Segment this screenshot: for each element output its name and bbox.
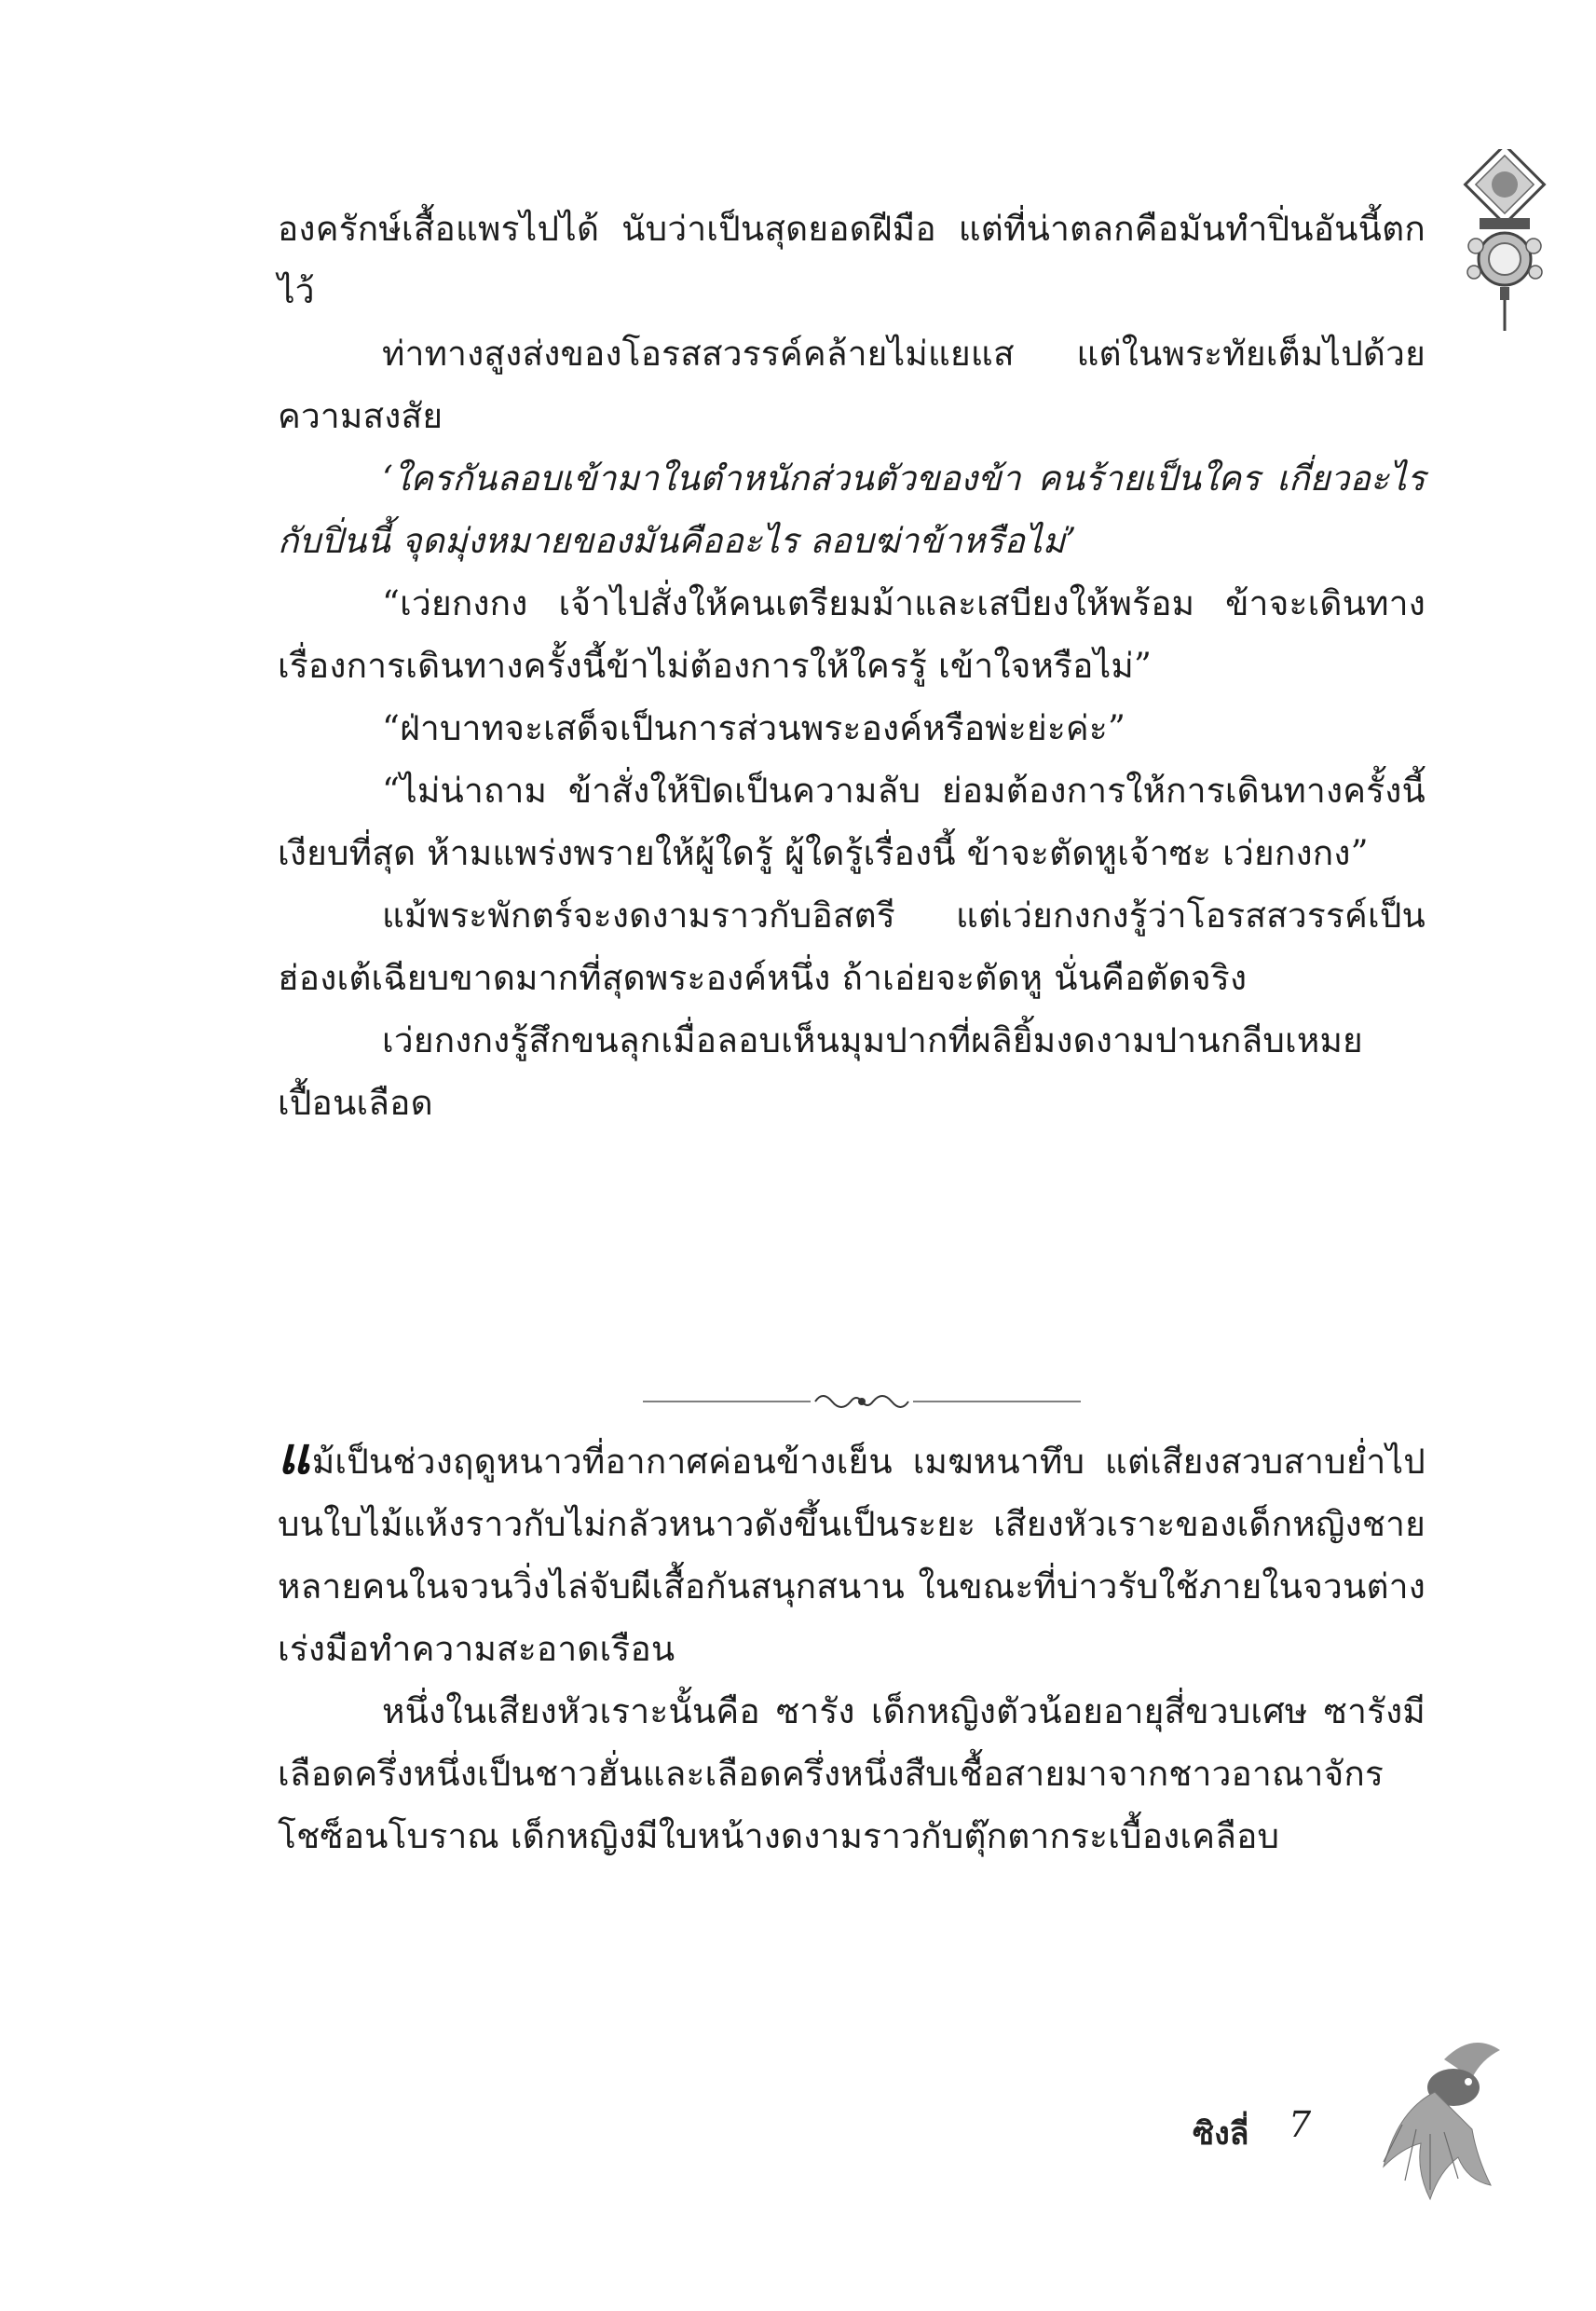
chinese-knot-emblem-icon: [1453, 149, 1556, 335]
inner-thought-paragraph: ‘ใครกันลอบเข้ามาในตำหนักส่วนตัวของข้า คนร้ายเป็นใคร เกี่ยวอะไรกับปิ่นนี้ จุดมุ่งหมายของมันคืออะไร ลอบฆ่าข้าหรือไม่’: [278, 458, 1425, 561]
paragraph: องครักษ์เสื้อแพรไปได้ นับว่าเป็นสุดยอดฝีมือ แต่ที่น่าตลกคือมันทำปิ่นอันนี้ตกไว้: [278, 209, 1425, 311]
paragraph: แม้พระพักตร์จะงดงามราวกับอิสตรี แต่เว่ยกงกงรู้ว่าโอรสสวรรค์เป็นฮ่องเต้เฉียบขาดมากที่สุดพระองค์หนึ่ง ถ้าเอ่ยจะตัดหู นั่นคือตัดจริง: [278, 896, 1425, 998]
ornamental-divider-icon: [643, 1383, 1081, 1420]
betta-fish-icon: [1360, 2022, 1523, 2208]
page-number: 7: [1289, 2104, 1312, 2145]
paragraph-text: ม้เป็นช่วงฤดูหนาวที่อากาศค่อนข้างเย็น เมฆหนาทึบ แต่เสียงสวบสาบย่ำไปบนใบไม้แห้งราวกับไม่กลัวหนาวดังขึ้นเป็นระยะ เสียงหัวเราะของเด็กหญิงชายหลายคนในจวนวิ่งไล่จับผีเสื้อกันสนุกสนาน ในขณะที่บ่าวรับใช้ภายในจวนต่างเร่งมือทำความสะอาดเรือน: [278, 1442, 1425, 1669]
running-title: ซิงลี่: [1193, 2115, 1249, 2153]
paragraph: ท่าทางสูงส่งของโอรสสวรรค์คล้ายไม่แยแส แต่ในพระทัยเต็มไปด้วยความสงสัย: [278, 334, 1425, 436]
paragraph: หนึ่งในเสียงหัวเราะนั้นคือ ซารัง เด็กหญิงตัวน้อยอายุสี่ขวบเศษ ซารังมีเลือดครึ่งหนึ่งเป็นชาวฮั่นและเลือดครึ่งหนึ่งสืบเชื้อสายมาจากชาวอาณาจักรโชซ็อนโบราณ เด็กหญิงมีใบหน้างดงามราวกับตุ๊กตากระเบื้องเคลือบ: [278, 1691, 1425, 1856]
paragraph: เว่ยกงกงรู้สึกขนลุกเมื่อลอบเห็นมุมปากที่ผลิยิ้มงดงามปานกลีบเหมยเปื้อนเลือด: [278, 1020, 1363, 1123]
section-1: [278, 198, 1425, 1134]
section-2: [278, 1427, 1425, 1867]
dialogue-paragraph: “ฝ่าบาทจะเสด็จเป็นการส่วนพระองค์หรือพ่ะย่ะค่ะ”: [382, 708, 1126, 748]
dialogue-paragraph: “เว่ยกงกง เจ้าไปสั่งให้คนเตรียมม้าและเสบียงให้พร้อม ข้าจะเดินทาง เรื่องการเดินทางครั้งนี้ข้าไม่ต้องการให้ใครรู้ เข้าใจหรือไม่”: [278, 583, 1425, 686]
drop-cap: แ: [278, 1427, 305, 1485]
paragraph: [278, 1427, 1425, 1680]
dialogue-paragraph: “ไม่น่าถาม ข้าสั่งให้ปิดเป็นความลับ ย่อมต้องการให้การเดินทางครั้งนี้เงียบที่สุด ห้ามแพร่งพรายให้ผู้ใดรู้ ผู้ใดรู้เรื่องนี้ ข้าจะตัดหูเจ้าซะ เว่ยกงกง”: [278, 771, 1425, 873]
